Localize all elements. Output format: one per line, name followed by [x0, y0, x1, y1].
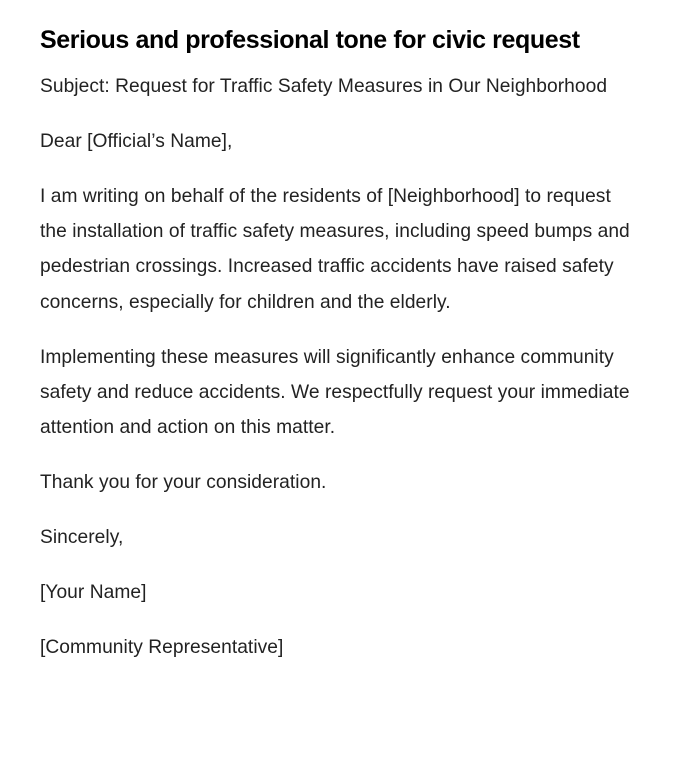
thanks-line: Thank you for your consideration. — [40, 472, 327, 494]
closing-line: Sincerely, — [40, 527, 124, 549]
salutation: Dear [Official’s Name], — [40, 131, 233, 152]
letter-document — [40, 22, 640, 685]
sender-name: [Your Name] — [40, 582, 147, 604]
document-title: Serious and professional tone for civic request — [40, 26, 580, 54]
body-paragraph-1: I am writing on behalf of the residents of [Neighborhood] to request the installation of traffic safety measures, including speed bumps and pedestrian crossings. Increased traffic accidents have raised safety concerns, especially for children and the elderly. — [40, 186, 630, 313]
body-paragraph-2: Implementing these measures will significantly enhance community safety and reduce accidents. We respectfully request your immediate attention and action on this matter. — [40, 346, 630, 439]
sender-title: [Community Representative] — [40, 637, 284, 659]
subject-line: Subject: Request for Traffic Safety Measures in Our Neighborhood — [40, 76, 608, 97]
